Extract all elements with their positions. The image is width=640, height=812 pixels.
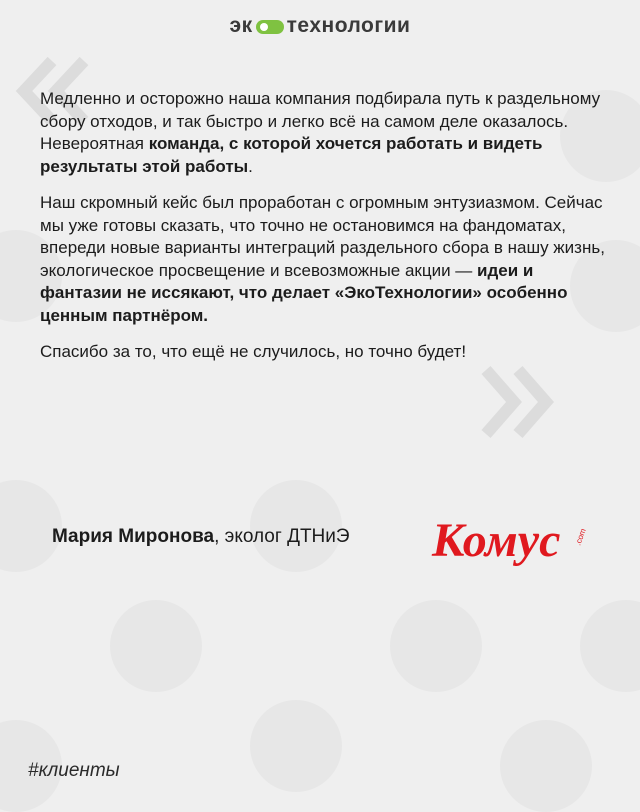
quote-paragraph-3: Спасибо за то, что ещё не случилось, но точно будет! [40,342,467,361]
svg-text:.com: .com [573,527,588,547]
author-signature [52,526,350,548]
quote-text [40,88,610,378]
brand-header-left: эк [229,14,253,37]
komus-logo [430,508,605,573]
toggle-icon [256,20,284,34]
hashtag: #клиенты [28,760,120,781]
brand-header [0,14,640,38]
brand-header-right: технологии [286,14,411,37]
quote-paragraph-2: Наш скромный кейс был проработан с огромным энтузиазмом. Сейчас мы уже готовы сказать, что точно не остановимся на фандоматах, впереди новые варианты интеграций раздельного сбора в нашу жизнь, экологическое просвещение и всевозможные акции — идеи и фантазии не иссякают, что делает «ЭкоТехнологии» особенно ценным партнёром. [40,193,605,325]
author-role: , эколог ДТНиЭ [214,526,350,547]
quote-paragraph-1: Медленно и осторожно наша компания подбирала путь к раздельному сбору отходов, и так быстро и легко всё на самом деле оказалось. Невероятная команда, с которой хочется работать и видеть результаты этой работы. [40,89,601,176]
svg-text:Комус: Комус [432,514,561,567]
author-name: Мария Миронова [52,526,215,547]
